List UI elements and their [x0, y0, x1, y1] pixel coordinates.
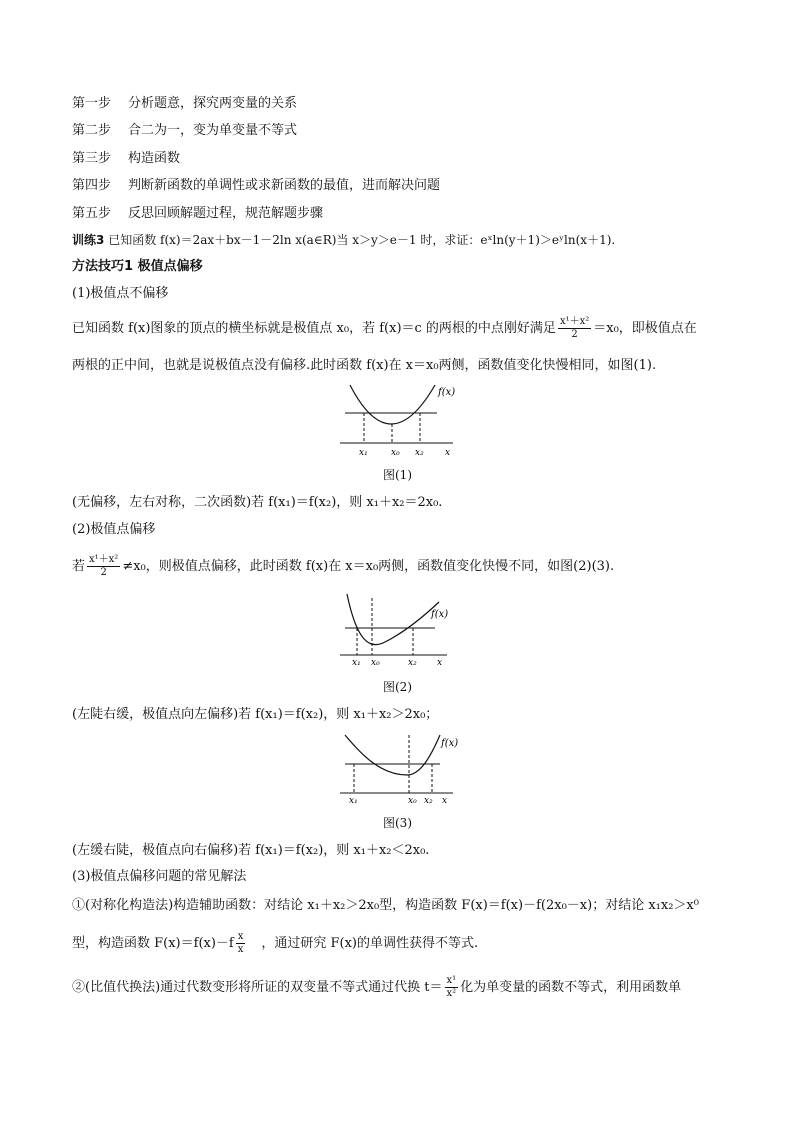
sec1-para-line2: 两根的正中间，也就是说极值点没有偏移.此时函数 f(x)在 x＝x₀两侧，函数值变化快慢相同，如图(1). — [72, 358, 657, 373]
sec3-title: (3)极值点偏移问题的常见解法 — [72, 869, 247, 884]
curve — [347, 594, 439, 645]
label-x: x — [437, 658, 443, 668]
fraction: $\frac{x}{x}$ — [237, 931, 244, 955]
step-4: 第四步 判断新函数的单调性或求新函数的最值，进而解决问题 — [72, 178, 441, 193]
figure-1 — [335, 383, 465, 461]
label-x0: x₀ — [371, 658, 380, 668]
step-3: 第三步 构造函数 — [72, 151, 181, 166]
label-x2: x₂ — [424, 796, 433, 806]
sec3-method2: ②(比值代换法)通过代数变形将所证的双变量不等式通过代换 t＝ $\frac{\text{x¹}}{\text{x²}}$ 化为单变量的函数不等式，利用函数单 — [72, 975, 682, 999]
figure-3 — [335, 733, 465, 807]
label-x0: x₀ — [391, 448, 400, 458]
label-x: x — [442, 796, 448, 806]
sec2-note3: (左缓右陡，极值点向右偏移)若 f(x₁)＝f(x₂)，则 x₁＋x₂＜2x₀. — [72, 843, 430, 858]
step-2: 第二步 合二为一，变为单变量不等式 — [72, 123, 298, 138]
sec1-para-line1: 已知函数 f(x)图象的顶点的横坐标就是极值点 x₀，若 f(x)＝c 的两根的中点刚好满足 $\frac{\text{x¹＋x²}}{2}$ ＝x₀，即极值点在 — [72, 316, 697, 340]
sec3-method1-line1: ①(对称化构造法)构造辅助函数：对结论 x₁＋x₂＞2x₀型，构造函数 F(x)＝f(x)－f(2x₀－x)；对结论 x₁x₂＞x⁰ — [72, 898, 699, 913]
fraction: $\frac{\text{x¹＋x²}}{2}$ — [559, 316, 590, 340]
fraction: $\frac{\text{x¹}}{\text{x²}}$ — [446, 975, 457, 999]
training-3: 训练3 已知函数 f(x)＝2ax＋bx－1－2ln x(a∈R)当 x＞y＞e－1 时，求证：eˣln(y＋1)＞eʸln(x＋1). — [72, 233, 616, 247]
curve — [345, 735, 440, 775]
method-title: 方法技巧1 极值点偏移 — [72, 259, 203, 274]
sec1-note: (无偏移，左右对称，二次函数)若 f(x₁)＝f(x₂)，则 x₁＋x₂＝2x₀. — [72, 495, 443, 510]
label-x2: x₂ — [408, 658, 417, 668]
step-1: 第一步 分析题意，探究两变量的关系 — [72, 96, 298, 111]
sec1-title: (1)极值点不偏移 — [72, 286, 169, 301]
sec2-para: 若 $\frac{\text{x¹＋x²}}{2}$ ≠x₀，则极值点偏移，此时函数 f(x)在 x＝x₀两侧，函数值变化快慢不同，如图(2)(3). — [72, 554, 615, 578]
label-x1: x₁ — [359, 448, 368, 458]
sec2-note2: (左陡右缓，极值点向左偏移)若 f(x₁)＝f(x₂)，则 x₁＋x₂＞2x₀； — [72, 707, 439, 722]
label-x: x — [445, 448, 451, 458]
figure-2-caption: 图(2) — [383, 680, 412, 694]
figure-1-caption: 图(1) — [383, 468, 412, 482]
sec3-method1-line2: 型，构造函数 F(x)＝f(x)－f $\frac{x}{x}$ ，通过研究 F(x)的单调性获得不等式. — [72, 931, 479, 955]
fraction: $\frac{\text{x¹＋x²}}{2}$ — [89, 554, 119, 578]
sec2-title: (2)极值点偏移 — [72, 522, 156, 537]
figure-3-caption: 图(3) — [383, 816, 412, 830]
label-fx: f(x) — [431, 609, 449, 620]
label-x1: x₁ — [352, 658, 361, 668]
step-5: 第五步 反思回顾解题过程，规范解题步骤 — [72, 206, 324, 221]
label-fx: f(x) — [438, 387, 456, 398]
label-x2: x₂ — [415, 448, 424, 458]
label-x1: x₁ — [349, 796, 358, 806]
label-x0: x₀ — [408, 796, 417, 806]
figure-2 — [335, 592, 455, 668]
parabola-curve — [350, 385, 435, 424]
label-fx: f(x) — [441, 738, 459, 749]
